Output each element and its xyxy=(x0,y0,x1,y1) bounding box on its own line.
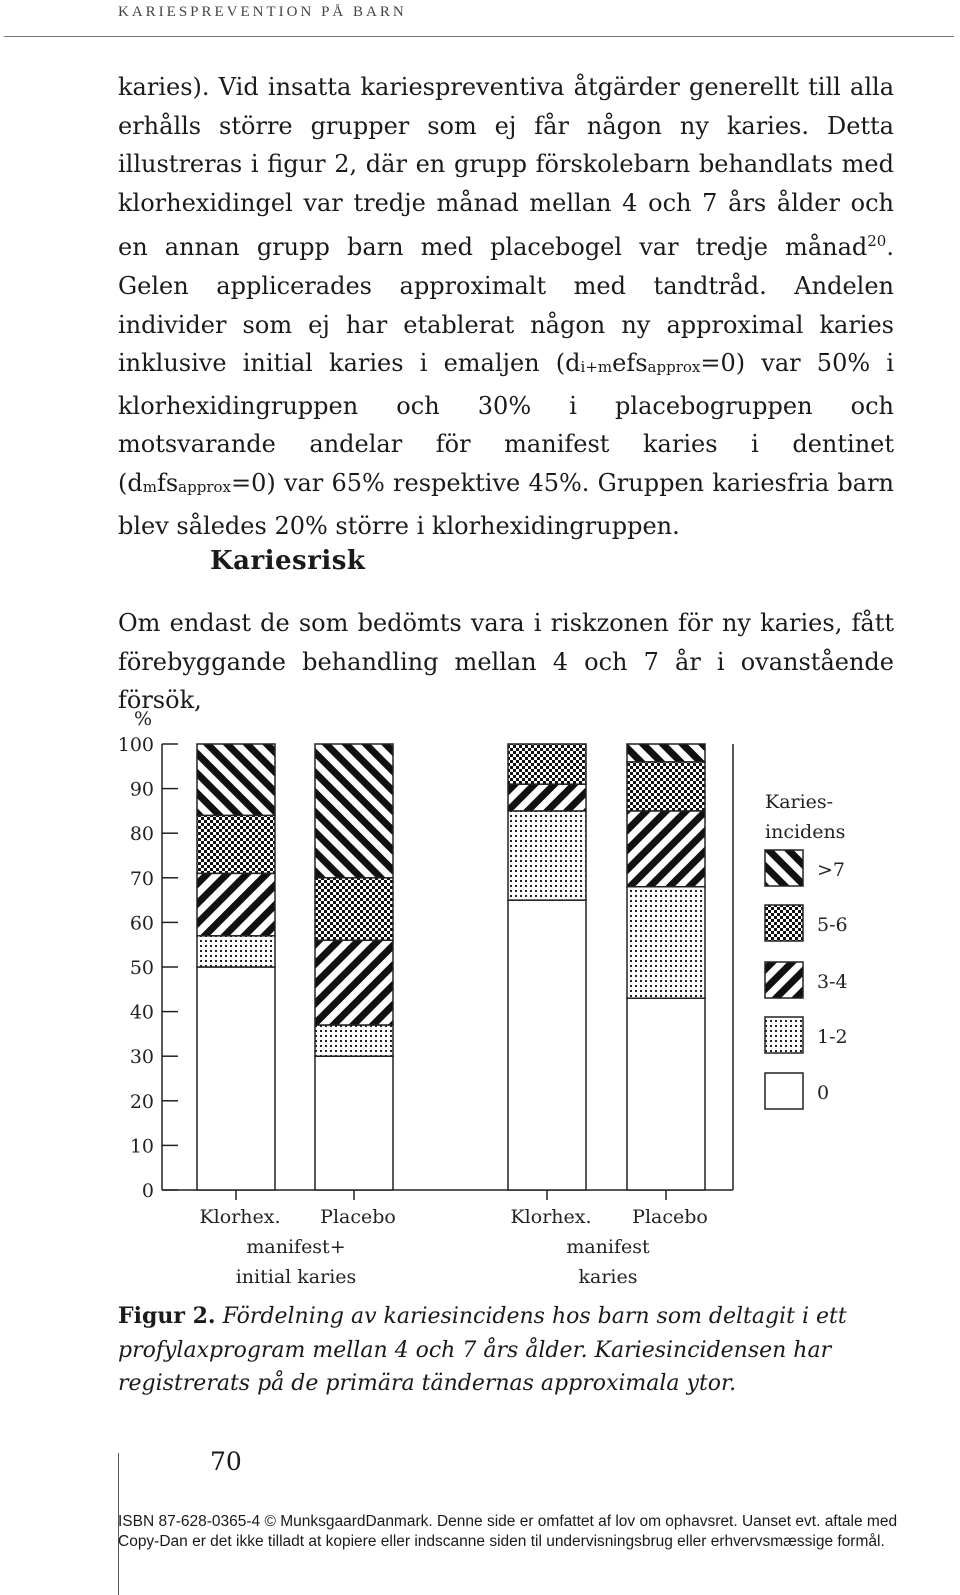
bar-segment xyxy=(627,811,705,887)
paragraph-text: fs xyxy=(156,468,179,497)
subscript: approx xyxy=(178,477,231,496)
section-heading: Kariesrisk xyxy=(210,546,366,576)
legend-label: 5-6 xyxy=(817,914,848,936)
subscript: m xyxy=(142,477,157,496)
x-category-label: Klorhex. xyxy=(510,1206,592,1228)
paragraph-text: =0) var 65% respektive 45%. Gruppen kariesfria barn blev således 20% större i klorhexidingruppen. xyxy=(118,468,894,540)
y-unit-label: % xyxy=(134,708,153,730)
legend-swatch xyxy=(765,1017,803,1053)
bar-segment xyxy=(197,936,275,967)
bar-segment xyxy=(508,784,586,811)
bar-segment xyxy=(197,815,275,873)
y-tick-label: 20 xyxy=(129,1090,154,1113)
legend-swatch xyxy=(765,1073,803,1109)
y-tick-label: 70 xyxy=(129,867,154,890)
paragraph-text: . Gelen applicerades approximalt med tandtråd. Andelen individer som ej har etablerat någon ny approximal karies inklusive initial karies i emaljen (d xyxy=(118,233,894,378)
bar-segment xyxy=(315,1056,393,1190)
bar-segment xyxy=(627,887,705,999)
section-intro: Om endast de som bedömts vara i riskzonen för ny karies, fått förebyggande behandling mellan 4 och 7 år i ovanstående försök, xyxy=(118,609,894,715)
bar-segment xyxy=(197,744,275,815)
y-tick-label: 80 xyxy=(129,823,154,846)
legend-title: incidens xyxy=(765,821,846,843)
paragraph-text: efs xyxy=(612,349,648,378)
x-category-label: Placebo xyxy=(632,1206,708,1228)
paragraph-text: =0) var 50% i klorhexidingruppen och 30% i placebogruppen och motsvarande andelar för manifest karies i dentinet (d xyxy=(118,349,894,497)
copyright-notice xyxy=(118,1512,960,1552)
group-label: manifest xyxy=(566,1236,650,1258)
legend-label: 3-4 xyxy=(817,971,848,993)
bar-segment xyxy=(315,744,393,878)
legend-swatch xyxy=(765,962,803,998)
y-tick-label: 50 xyxy=(129,957,154,979)
legend-swatch xyxy=(765,905,803,941)
caption-label: Figur 2. xyxy=(118,1303,216,1329)
bar-segment xyxy=(197,967,275,1190)
group-label: karies xyxy=(578,1266,638,1288)
bar-segment xyxy=(627,762,705,811)
copyright-line: Copy-Dan er det ikke tilladt at kopiere eller indscanne siden til undervisningsbrug eller erhvervsmæssige formål. xyxy=(118,1533,885,1550)
copyright-line: ISBN 87-628-0365-4 © MunksgaardDanmark. Denne side er omfattet af lov om ophavsret. Uanset evt. aftale med xyxy=(118,1513,898,1530)
legend-title: Karies- xyxy=(765,791,834,813)
group-label: manifest+ xyxy=(246,1236,346,1258)
bar-segment xyxy=(627,998,705,1190)
bar-segment xyxy=(508,744,586,784)
page-number: 70 xyxy=(210,1447,242,1476)
bar-segment xyxy=(315,1025,393,1056)
x-category-label: Placebo xyxy=(320,1206,396,1228)
y-tick-label: 10 xyxy=(129,1135,154,1158)
caption-text: Fördelning av kariesincidens hos barn som deltagit i ett profylaxprogram mellan 4 och 7 års ålder. Kariesincidensen har registrerats på de primära tändernas approximala ytor. xyxy=(118,1304,847,1396)
legend-swatch xyxy=(765,850,803,886)
paragraph-text: karies). Vid insatta kariespreventiva åtgärder generellt till alla erhålls större grupper som ej får någon ny karies. Detta illustreras i figur 2, där en grupp förskolebarn behandlats med klorhexidingel var tredje månad mellan 4 och 7 års ålder och en annan grupp barn med placebogel var tredje månad xyxy=(118,73,894,262)
y-tick-label: 0 xyxy=(141,1180,154,1202)
legend-label: 1-2 xyxy=(817,1026,848,1048)
reference-superscript: 20 xyxy=(867,232,887,251)
bar-segment xyxy=(315,878,393,940)
legend-label: 0 xyxy=(817,1082,830,1104)
subscript: approx xyxy=(647,358,701,377)
running-head: KARIESPREVENTION PÅ BARN xyxy=(118,4,407,20)
legend-label: >7 xyxy=(817,859,846,881)
y-tick-label: 30 xyxy=(129,1046,154,1069)
y-tick-label: 90 xyxy=(129,778,154,801)
bar-segment xyxy=(197,873,275,935)
header-rule xyxy=(4,36,954,37)
bar-segment xyxy=(315,940,393,1025)
y-tick-label: 60 xyxy=(129,912,154,935)
group-label: initial karies xyxy=(235,1266,357,1288)
bar-segment xyxy=(627,744,705,762)
x-category-label: Klorhex. xyxy=(199,1206,281,1228)
subscript: i+m xyxy=(580,358,613,377)
stacked-bar-chart xyxy=(0,700,960,1300)
bar-segment xyxy=(508,900,586,1190)
bar-segment xyxy=(508,811,586,900)
y-tick-label: 100 xyxy=(117,734,154,756)
figure-caption xyxy=(118,1300,894,1401)
body-paragraph xyxy=(118,68,894,545)
y-tick-label: 40 xyxy=(129,1001,154,1024)
